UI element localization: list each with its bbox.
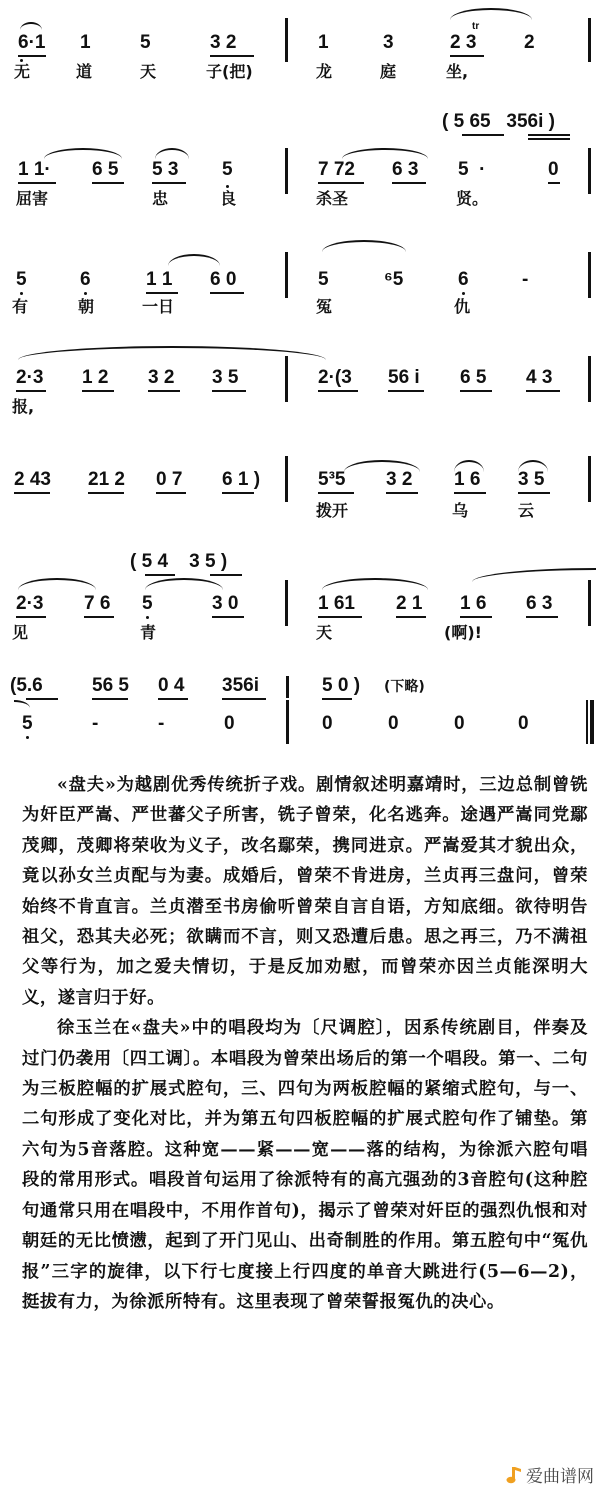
underline (148, 390, 180, 392)
lyric: 贤。 (456, 189, 489, 208)
note: 5 0 ) (322, 675, 361, 696)
underline (18, 55, 46, 57)
underline (318, 616, 362, 618)
bar-line (588, 252, 591, 298)
lyric: 无 (14, 62, 31, 81)
note: 1 6 (460, 593, 487, 614)
underline (26, 698, 58, 700)
note: 6 3 (526, 593, 553, 614)
underline (462, 134, 504, 136)
bar-line (286, 700, 289, 744)
note: 5 (222, 159, 233, 180)
underline (16, 616, 46, 618)
omitted-annotation: (下略) (384, 679, 425, 695)
low-octave-dot (20, 292, 23, 295)
underline (526, 390, 560, 392)
lyric: 天 (140, 62, 157, 81)
bar-line (285, 252, 288, 298)
note: 5 (140, 32, 151, 53)
note: 6 (80, 269, 91, 290)
final-bar-line-thick (590, 700, 594, 744)
note: 0 (548, 159, 559, 180)
bar-line (285, 456, 288, 502)
underline (212, 616, 244, 618)
note: 3 0 (212, 593, 239, 614)
underline (84, 616, 114, 618)
underline (454, 492, 486, 494)
underline (318, 492, 354, 494)
note: 2 3 (450, 32, 477, 53)
note: 1 2 (82, 367, 109, 388)
tie (14, 700, 30, 708)
slur (18, 346, 326, 360)
dash: - (522, 269, 529, 290)
lyric: 杀圣 (316, 189, 349, 208)
lyric: 拨开 (316, 501, 349, 520)
note: 3 5 (518, 469, 545, 490)
underline (18, 182, 56, 184)
slur (20, 22, 42, 30)
underline (222, 492, 254, 494)
note: 0 (388, 713, 399, 734)
note: 1 (318, 32, 329, 53)
music-note-icon (506, 1466, 522, 1484)
lyric: 报, (12, 397, 35, 416)
lyric: 庭 (380, 62, 397, 81)
note: 2 (524, 32, 535, 53)
low-octave-dot (462, 292, 465, 295)
underline (82, 390, 114, 392)
slur (145, 578, 223, 590)
bar-line (588, 356, 591, 402)
underline (396, 616, 426, 618)
underline (450, 55, 484, 57)
lyric: 天 (316, 623, 333, 642)
commentary-text (22, 770, 588, 1317)
note: 5 (22, 713, 33, 734)
underline (92, 182, 124, 184)
note: 5 (142, 593, 153, 614)
note: 0 (322, 713, 333, 734)
slur (44, 148, 122, 159)
note: 1 1 (146, 269, 173, 290)
watermark (506, 1462, 594, 1487)
lyric: 子(把) (206, 62, 253, 81)
underline (528, 138, 570, 140)
final-bar-line-thin (586, 700, 588, 744)
watermark-label: 爱曲谱网 (526, 1467, 594, 1487)
note: 3 2 (386, 469, 413, 490)
bar-line (286, 676, 289, 698)
note: 6 1 ) (222, 469, 261, 490)
underline (156, 492, 186, 494)
lyric: 有 (12, 297, 29, 316)
lyric: 见 (12, 623, 29, 642)
note: 6·1 (18, 32, 46, 53)
note: 5 3 (152, 159, 179, 180)
bar-line (285, 580, 288, 626)
slur (322, 578, 428, 590)
lyric: 良 (220, 189, 237, 208)
note: 6 0 (210, 269, 237, 290)
underline (16, 390, 46, 392)
lyric: 龙 (316, 62, 333, 81)
note: 6 3 (392, 159, 419, 180)
underline (388, 390, 424, 392)
underline (318, 390, 358, 392)
note: 5³5 (318, 469, 346, 490)
note: 6 5 (92, 159, 119, 180)
note: 4 3 (526, 367, 553, 388)
interlude-notes: ( 5 4 3 5 ) (130, 551, 228, 572)
paragraph-analysis: 徐玉兰在«盘夫»中的唱段均为〔尺调腔〕，因系传统剧目，伴奏及过门仍袭用〔四工调〕。本唱段为曾荣出场后的第一个唱段。第一、二句为三板腔幅的扩展式腔句，三、四句为两板腔幅的紧缩式腔句，与一、二句形成了变化对比，并为第五句四板腔幅的扩展式腔句作了铺垫。第六句为5音落腔。这种宽——紧——宽——落的结构，为徐派六腔句唱段的常用形式。唱段首句运用了徐派特有的高亢强劲的3音腔句(这种腔句通常只用在唱段中，不用作首句)，揭示了曾荣对奸臣的强烈仇恨和对朝廷的无比愤懑，起到了开门见山、出奇制胜的作用。第五腔句中“冤仇报”三字的旋律，以下行七度接上行四度的单音大跳进行(5—6—2)，挺拔有力，为徐派所特有。这里表现了曾荣誓报冤仇的决心。 (22, 1018, 588, 1312)
note: 6 (458, 269, 469, 290)
note: 1 (80, 32, 91, 53)
low-octave-dot (146, 616, 149, 619)
note: 5 · (458, 159, 486, 180)
note: 3 2 (148, 367, 175, 388)
note: 7 72 (318, 159, 355, 180)
underline (145, 574, 175, 576)
note: 0 (454, 713, 465, 734)
slur (18, 578, 96, 590)
bar-line (285, 148, 288, 194)
bar-line (285, 356, 288, 402)
low-octave-dot (26, 736, 29, 739)
note: 5 (16, 269, 27, 290)
underline (526, 616, 558, 618)
lyric: 云 (518, 501, 535, 520)
underline (14, 492, 50, 494)
note: 0 (224, 713, 235, 734)
lyric: 仇 (454, 297, 471, 316)
underline (92, 698, 128, 700)
low-octave-dot (226, 185, 229, 188)
underline (222, 698, 266, 700)
note: 0 4 (158, 675, 185, 696)
note: 0 7 (156, 469, 183, 490)
trill-ornament: tr (472, 21, 480, 32)
slur (450, 8, 532, 20)
underline (548, 182, 560, 184)
lyric: 冤 (316, 297, 333, 316)
note: 21 2 (88, 469, 125, 490)
underline (212, 390, 246, 392)
note: 1 1· (18, 159, 51, 180)
note: 3 5 (212, 367, 239, 388)
lyric: 坐, (446, 62, 469, 81)
underline (210, 55, 254, 57)
lyric: 一日 (142, 297, 175, 316)
lyric: 道 (76, 62, 93, 81)
lyric: 朝 (78, 297, 95, 316)
note: 1 61 (318, 593, 355, 614)
bar-line (588, 18, 591, 62)
underline (210, 574, 242, 576)
slur (155, 148, 189, 159)
note: 2 1 (396, 593, 423, 614)
note: 3 2 (210, 32, 237, 53)
underline (460, 390, 492, 392)
lyric: 屈害 (16, 189, 49, 208)
note: 1 6 (454, 469, 481, 490)
note: 2·(3 (318, 367, 352, 388)
underline (528, 134, 570, 136)
underline (386, 492, 418, 494)
dash: - (158, 713, 165, 734)
underline (210, 292, 244, 294)
interlude-notes: ( 5 65 356i ) (442, 111, 556, 132)
underline (146, 292, 178, 294)
slur (322, 240, 406, 252)
bar-line (285, 18, 288, 62)
note: 2 43 (14, 469, 51, 490)
bar-line (588, 148, 591, 194)
note: 56 i (388, 367, 420, 388)
paragraph-synopsis: «盘夫»为越剧优秀传统折子戏。剧情叙述明嘉靖时，三边总制曾铣为奸臣严嵩、严世蕃父子所害，铣子曾荣，化名逃奔。途遇严嵩同党鄢茂卿，茂卿将荣收为义子，改名鄢荣，携同进京。严嵩爱其才貌出众，竟以孙女兰贞配与为妻。成婚后，曾荣不肯进房，兰贞再三盘问，曾荣始终不肯直言。兰贞潜至书房偷听曾荣自言自语，方知底细。欲待明告祖父，恐其夫必死；欲瞒而不言，则又恐遭后患。思之再三，乃不满祖父等行为，加之爱夫情切，于是反加劝慰，而曾荣亦因兰贞能深明大义，遂言归于好。 (22, 775, 588, 1008)
bar-line (588, 580, 591, 626)
underline (322, 698, 352, 700)
note: 2·3 (16, 367, 44, 388)
note: 356i (222, 675, 259, 696)
lyric: 乌 (452, 501, 469, 520)
slur (168, 254, 220, 266)
note: 3 (383, 32, 394, 53)
note: 7 6 (84, 593, 111, 614)
lyric: (啊)! (444, 623, 482, 642)
dash: - (92, 713, 99, 734)
note: 0 (518, 713, 529, 734)
underline (460, 616, 492, 618)
low-octave-dot (84, 292, 87, 295)
note: 6 5 (460, 367, 487, 388)
note-with-grace: ⁶5 (384, 269, 404, 290)
note: (5.6 (10, 675, 43, 696)
underline (158, 698, 188, 700)
bar-line (588, 456, 591, 502)
note: 2·3 (16, 593, 44, 614)
underline (518, 492, 550, 494)
underline (392, 182, 426, 184)
note: 5 (318, 269, 329, 290)
note: 56 5 (92, 675, 129, 696)
lyric: 青 (140, 623, 157, 642)
underline (152, 182, 186, 184)
slur (472, 568, 596, 582)
slur (342, 148, 428, 159)
lyric: 忠 (152, 189, 169, 208)
underline (318, 182, 364, 184)
underline (88, 492, 124, 494)
